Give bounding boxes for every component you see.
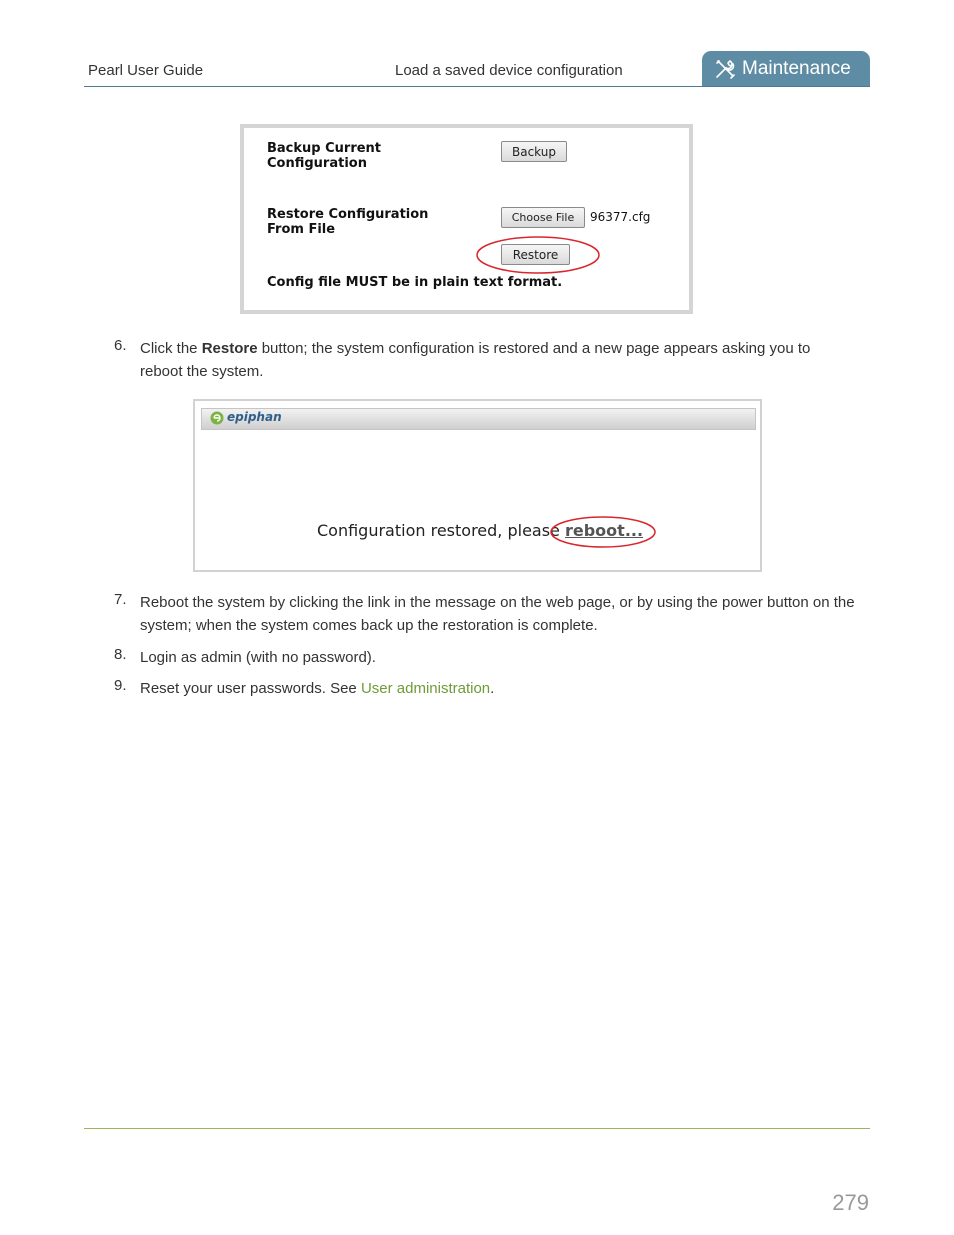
maintenance-tab-label: Maintenance xyxy=(742,58,851,79)
restore-button[interactable]: Restore xyxy=(501,244,570,265)
step-8-text: Login as admin (with no password). xyxy=(140,649,376,666)
section-title: Load a saved device configuration xyxy=(395,62,623,79)
user-administration-link[interactable]: User administration xyxy=(360,680,491,697)
tools-icon xyxy=(714,58,736,80)
step-number: 7. xyxy=(114,591,127,608)
step-6-text: Click the Restore button; the system configuration is restored and a new page appears asking you to reboot the system. xyxy=(140,340,811,380)
step-7-text: Reboot the system by clicking the link in the message on the web page, or by using the power button on the system; when the system comes back up the restoration is complete. xyxy=(140,594,855,634)
header-rule xyxy=(84,86,870,87)
epiphan-title-bar xyxy=(201,408,756,430)
epiphan-logo-icon xyxy=(210,411,224,425)
restored-message: Configuration restored, please reboot... xyxy=(317,521,644,540)
step-number: 6. xyxy=(114,337,127,354)
file-name: 96377.cfg xyxy=(590,210,651,224)
backup-button[interactable]: Backup xyxy=(501,141,567,162)
highlight-circle xyxy=(549,515,657,549)
epiphan-logo-text: epiphan xyxy=(227,410,282,424)
footer-rule xyxy=(84,1128,870,1129)
highlight-circle xyxy=(475,234,601,276)
guide-title: Pearl User Guide xyxy=(88,62,204,79)
reboot-page-screenshot xyxy=(193,399,762,572)
backup-restore-screenshot xyxy=(240,124,693,314)
step-number: 9. xyxy=(114,677,127,694)
choose-file-button[interactable]: Choose File xyxy=(501,207,585,228)
config-format-note: Config file MUST be in plain text format. xyxy=(267,275,563,290)
backup-label: Backup Current Configuration xyxy=(267,141,382,171)
reboot-link[interactable]: reboot... xyxy=(564,521,644,540)
restore-label: Restore Configuration From File xyxy=(267,207,429,237)
step-number: 8. xyxy=(114,646,127,663)
page-number: 279 xyxy=(832,1190,869,1215)
step-9-text: Reset your user passwords. See User administration. xyxy=(140,680,495,697)
maintenance-tab xyxy=(702,51,870,87)
